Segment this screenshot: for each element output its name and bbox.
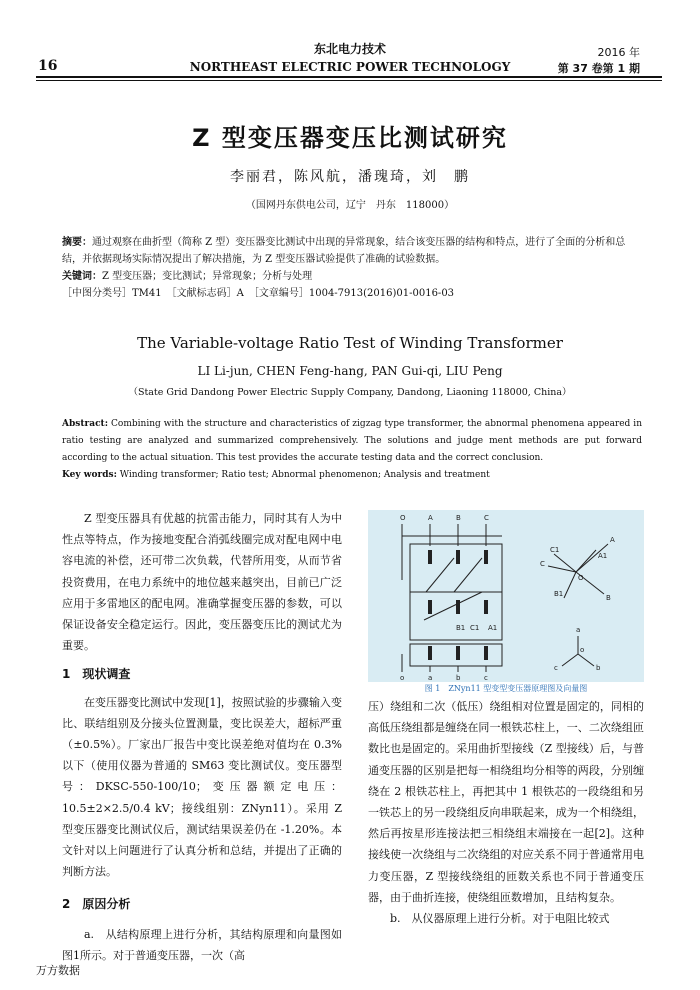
figure-1-diagram <box>368 510 644 682</box>
header-rule-thin <box>36 80 662 81</box>
label-c: c <box>484 674 488 682</box>
vector-label-B1: B1 <box>554 590 564 598</box>
abstract-en-label: Abstract: <box>62 419 109 429</box>
section-heading-1: 1 现状调查 <box>62 667 131 682</box>
section2-paragraph-b: b. 从仪器原理上进行分析。对于电阻比较式 <box>390 912 610 926</box>
abstract-cn-body <box>62 234 642 268</box>
left-column <box>62 508 342 966</box>
affiliation: （国网丹东供电公司，辽宁 丹东 118000） <box>245 200 455 211</box>
right-column <box>368 696 644 929</box>
vector-label-a: a <box>576 626 581 634</box>
abstract-en <box>62 416 642 484</box>
abstract-en-text: Combining with the structure and characteristics of zigzag type transformer, the abnormal phenomena appeared in ratio testing are analyzed and summarized comprehensively. The solutions and judge ment methods are put forward according to the actual situation. This test provides the accurate testing data and the correct conclusion. <box>62 419 642 463</box>
label-A1: A1 <box>488 624 498 632</box>
keywords-en-text: Winding transformer; Ratio test; Abnormal phenomenon; Analysis and treatment <box>119 470 490 480</box>
keywords-cn <box>62 268 642 285</box>
authors-en: LI Li-jun, CHEN Feng-hang, PAN Gui-qi, LIU Peng <box>197 364 503 378</box>
affiliation-en: （State Grid Dandong Power Electric Supply Company, Dandong, Liaoning 118000, China） <box>128 387 572 398</box>
footer-watermark: 万方数据 <box>36 964 80 977</box>
authors: 李丽君，陈风航，潘瑰琦，刘 鹏 <box>230 169 470 185</box>
header-rule-thick <box>36 76 662 78</box>
abstract-en-body <box>62 416 642 467</box>
journal-name-cn: 东北电力技术 <box>313 42 386 56</box>
keywords-cn-text: Z 型变压器；变比测试；异常现象；分析与处理 <box>102 271 313 282</box>
intro-paragraph: Z 型变压器具有优越的抗雷击能力，同时其有人为中性点等特点，作为接地变配合消弧线圈完成对配电网中电容电流的补偿，还可带二次负载，代替所用变，从而节省投资费用，在电力系统中的地位越来越突出，目前已广泛应用于多雷地区的配电网。准确掌握变压器的参数，可以保证设备安全稳定运行。因此，变压器变压比的测试尤为重要。 <box>62 512 342 653</box>
section1-paragraph: 在变压器变比测试中发现[1]，按照试验的步骤输入变比、联结组别及分接头位置测量，变比误差大，超标严重（±0.5%）。厂家出厂报告中变比误差绝对值均在 0.3% 以下（使用仪器为普通的 SM63 变比测试仪。变压器型号：DKSC-550-100/10；变压器额定电压：10.5±2×2.5/0.4 kV；接线组别：ZNyn11）。采用 Z 型变压器变比测试仪后，测试结果误差仍在 -1.20%。本文针对以上问题进行了认真分析和总结，并提出了正确的判断方法。 <box>62 695 342 879</box>
label-B: B <box>456 514 461 522</box>
vector-label-O: O <box>578 574 584 582</box>
label-B1: B1 <box>456 624 466 632</box>
label-C1: C1 <box>470 624 480 632</box>
title-en: The Variable-voltage Ratio Test of Winding Transformer <box>137 334 563 352</box>
label-O: O <box>400 514 406 522</box>
section-heading-2: 2 原因分析 <box>62 897 131 912</box>
vector-label-o: o <box>580 646 585 654</box>
label-o: o <box>400 674 405 682</box>
vector-label-A: A <box>610 536 615 544</box>
vector-label-C: C <box>540 560 545 568</box>
label-A: A <box>428 514 433 522</box>
label-C: C <box>484 514 489 522</box>
keywords-cn-label: 关键词： <box>62 271 102 282</box>
vector-label-b: b <box>596 664 601 672</box>
vector-label-C1: C1 <box>550 546 560 554</box>
figure-1-caption: 图 1 ZNyn11 型变型变压器原理图及向量图 <box>424 684 588 693</box>
issue-year: 2016 年 <box>597 46 640 59</box>
vector-label-A1: A1 <box>598 552 608 560</box>
vector-label-B: B <box>606 594 611 602</box>
section2-paragraph-a: a. 从结构原理上进行分析，其结构原理和向量图如图1所示。对于普通变压器，一次（高 <box>62 927 342 962</box>
keywords-en <box>62 467 642 484</box>
classification-line: ［中图分类号］TM41 ［文献标志码］A ［文章编号］1004-7913(2016)01-0016-03 <box>62 288 455 299</box>
issue-volume: 第 37 卷第 1 期 <box>557 62 640 75</box>
journal-name-en: NORTHEAST ELECTRIC POWER TECHNOLOGY <box>189 60 511 74</box>
label-a: a <box>428 674 433 682</box>
label-b: b <box>456 674 461 682</box>
paper-title: Z 型变压器变压比测试研究 <box>192 124 508 152</box>
page-number: 16 <box>38 58 58 74</box>
abstract-cn-text: 通过观察在曲折型（简称 Z 型）变压器变比测试中出现的异常现象，结合该变压器的结构和特点，进行了全面的分析和总结，并依据现场实际情况提出了解决措施，为 Z 型变压器试验提供了准确的试验数据。 <box>62 237 626 265</box>
section2-continued: 压）绕组和二次（低压）绕组相对位置是固定的，同相的高低压绕组都是缠绕在同一根铁芯柱上，一、二次绕组匝数比也是固定的。采用曲折型接线（Z 型接线）后，与普通变压器的区别是把每一相绕组均分相等的两段，分别缠绕在 2 根铁芯柱上，再把其中 1 根铁芯的一段绕组和另一铁芯上的另一段绕组反向串联起来，成为一个相绕组，然后再按星形连接法把三相绕组末端接在一起[2]。这种接线使一次绕组与二次绕组的对应关系不同于普通常用电力变压器，Z 型接线绕组的匝数关系也不同于普通变压器，由于曲折连接，使绕组匝数增加，且结构复杂。 <box>368 700 644 904</box>
abstract-cn-label: 摘要： <box>62 237 92 248</box>
vector-label-c: c <box>554 664 558 672</box>
keywords-en-label: Key words: <box>62 470 117 480</box>
abstract-cn <box>62 234 642 302</box>
